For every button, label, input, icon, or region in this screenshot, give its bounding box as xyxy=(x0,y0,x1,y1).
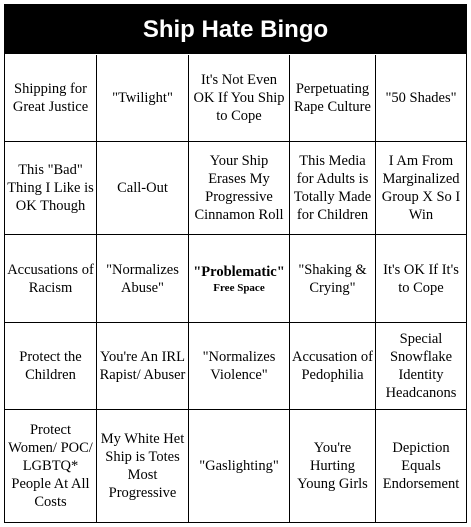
bingo-cell[interactable] xyxy=(376,323,466,410)
cell-text: "50 Shades" xyxy=(385,90,457,106)
cell-text: It's Not Even OK If You Ship to Cope xyxy=(193,72,285,124)
bingo-cell[interactable] xyxy=(290,55,376,142)
bingo-cell[interactable] xyxy=(189,142,290,235)
cell-text: "Normalizes Abuse" xyxy=(106,261,179,296)
cell-text: Special Snowflake Identity Headcanons xyxy=(385,331,457,401)
cell-text: "Gaslighting" xyxy=(199,458,279,474)
cell-text: Depiction Equals Endorsement xyxy=(382,440,460,492)
bingo-cell[interactable] xyxy=(5,323,97,410)
bingo-cell[interactable] xyxy=(376,235,466,323)
bingo-cell[interactable] xyxy=(5,235,97,323)
bingo-cell[interactable] xyxy=(5,55,97,142)
bingo-cell[interactable] xyxy=(290,323,376,410)
cell-text: My White Het Ship is Totes Most Progressive xyxy=(100,431,185,501)
cell-text: Protect Women/ POC/ LGBTQ* People At All Costs xyxy=(8,422,93,510)
cell-text: You're Hurting Young Girls xyxy=(297,440,368,492)
cell-text: It's OK If It's to Cope xyxy=(383,261,459,296)
cell-text: Accusations of Racism xyxy=(7,261,94,296)
bingo-cell[interactable] xyxy=(290,410,376,522)
cell-text: Perpetuating Rape Culture xyxy=(294,81,371,115)
cell-text: Call-Out xyxy=(117,180,168,196)
bingo-cell[interactable] xyxy=(97,235,189,323)
cell-text: "Twilight" xyxy=(112,90,173,106)
cell-text: I Am From Marginalized Group X So I Win xyxy=(381,153,461,223)
bingo-card xyxy=(4,4,467,523)
cell-text: Accusation of Pedophilia xyxy=(292,349,373,383)
bingo-cell[interactable] xyxy=(376,55,466,142)
bingo-cell[interactable] xyxy=(290,142,376,235)
cell-text: This Media for Adults is Totally Made for Children xyxy=(293,153,372,223)
bingo-cell[interactable] xyxy=(290,235,376,323)
free-space-label: "Problematic" xyxy=(193,263,285,280)
bingo-cell[interactable] xyxy=(376,410,466,522)
bingo-cell[interactable] xyxy=(97,142,189,235)
bingo-grid xyxy=(5,55,466,522)
bingo-cell[interactable] xyxy=(97,410,189,522)
cell-text: This "Bad" Thing I Like is OK Though xyxy=(7,162,94,214)
bingo-cell[interactable] xyxy=(5,410,97,522)
bingo-cell[interactable] xyxy=(97,55,189,142)
free-space-sublabel: Free Space xyxy=(213,281,265,294)
bingo-cell[interactable] xyxy=(189,410,290,522)
free-space-cell[interactable] xyxy=(189,235,290,323)
bingo-cell[interactable] xyxy=(97,323,189,410)
bingo-cell[interactable] xyxy=(189,55,290,142)
cell-text: You're An IRL Rapist/ Abuser xyxy=(99,349,186,383)
cell-text: "Normalizes Violence" xyxy=(202,349,276,383)
cell-text: Shipping for Great Justice xyxy=(12,81,89,115)
cell-text: "Shaking & Crying" xyxy=(298,261,367,296)
bingo-title: Ship Hate Bingo xyxy=(5,5,466,54)
bingo-cell[interactable] xyxy=(189,323,290,410)
cell-text: Protect the Children xyxy=(19,349,82,383)
cell-text: Your Ship Erases My Progressive Cinnamon Roll xyxy=(194,153,284,223)
bingo-cell[interactable] xyxy=(5,142,97,235)
bingo-cell[interactable] xyxy=(376,142,466,235)
